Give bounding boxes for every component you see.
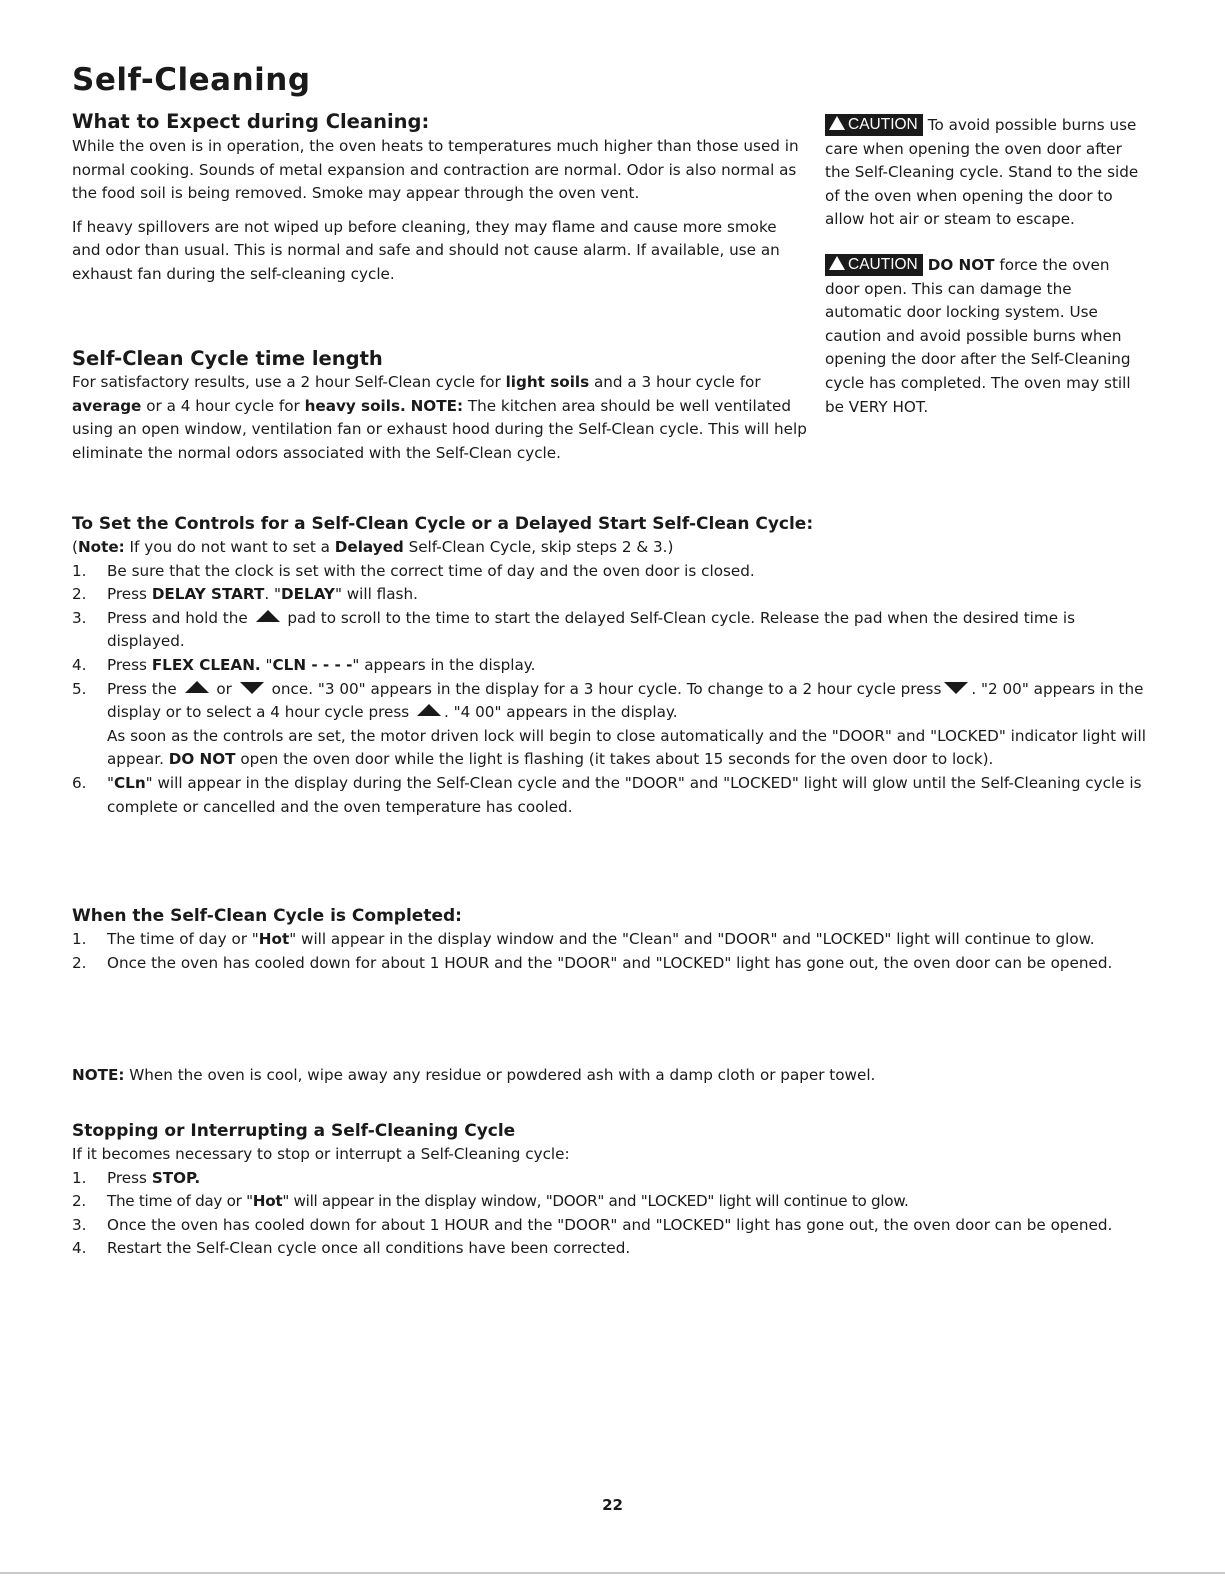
caution-label: CAUTION (848, 116, 918, 133)
caution-badge (825, 114, 923, 136)
text-run: " (107, 773, 114, 792)
bold-run: STOP. (151, 1168, 201, 1187)
step-number: 1. (72, 930, 87, 948)
set-controls-section (72, 514, 1152, 819)
completed-section (72, 906, 1152, 975)
caution-text-1 (825, 114, 1140, 232)
bottom-divider (0, 1572, 1225, 1574)
bold-run: CLN - - - - (272, 655, 353, 674)
warning-triangle-icon (829, 116, 845, 130)
caution-column (825, 114, 1140, 419)
caution-block-2 (825, 254, 1140, 419)
bold-run: FLEX CLEAN. (151, 655, 261, 674)
bold-run: DELAY START (151, 585, 265, 604)
text-run: If you do not want to set a (124, 538, 335, 556)
bold-run: DO NOT (168, 750, 236, 769)
step-number: 3. (72, 608, 87, 627)
expect-paragraph-2: If heavy spillovers are not wiped up before cleaning, they may flame and cause more smoke and odor than usual. This is normal and safe and should not cause alarm. If available, use an exhaust fan during the self-cleaning cycle. (72, 217, 780, 283)
down-arrow-icon (240, 682, 264, 694)
text-run: Once the oven has cooled down for about 1 HOUR and the "DOOR" and "LOCKED" light has gone out, the oven door can be opened. (107, 953, 1113, 972)
text-run: To avoid possible burns use care when opening the oven door after the Self-Cleaning cycle. Stand to the side of the oven when opening the door to allow hot air or steam to escape. (825, 116, 1139, 229)
page-number: 22 (602, 1496, 623, 1514)
bold-run: light soils (505, 373, 590, 391)
caution-block-1 (825, 114, 1140, 232)
cycle-length-section (72, 347, 807, 465)
text-run: " will appear in the display window, "DOOR" and "LOCKED" light will continue to glow. (282, 1192, 909, 1211)
step-number: 2. (72, 585, 87, 604)
text-run: Self-Clean Cycle, skip steps 2 & 3.) (403, 538, 674, 556)
step-number: 6. (72, 773, 87, 792)
step-number: 2. (72, 1192, 86, 1211)
list-item (72, 607, 1152, 654)
caution-label: CAUTION (848, 255, 918, 273)
expect-heading: What to Expect during Cleaning: (72, 110, 430, 133)
text-run: . " (264, 585, 281, 604)
cycle-length-heading: Self-Clean Cycle time length (72, 347, 383, 370)
up-arrow-icon (256, 610, 280, 622)
text-run: Once the oven has cooled down for about 1 HOUR and the "DOOR" and "LOCKED" light has gone out, the oven door can be opened. (107, 1215, 1113, 1234)
text-run: Press (107, 655, 152, 674)
list-item (72, 583, 1152, 607)
text-run: " (260, 655, 273, 674)
text-run: " will appear in the display window and the "Clean" and "DOOR" and "LOCKED" light will continue to glow. (289, 930, 1095, 948)
list-item (72, 560, 1152, 584)
step-number: 3. (72, 1215, 87, 1234)
text-run: Press the (107, 679, 182, 698)
list-item (72, 1214, 1152, 1238)
text-run: . "2 00" appears in the display or to select a 4 hour cycle press (107, 679, 1144, 722)
set-controls-steps (72, 560, 1152, 820)
set-controls-note (72, 536, 1152, 560)
step-number: 1. (72, 561, 87, 580)
bold-run: NOTE: (410, 396, 464, 415)
bold-run: average (72, 396, 142, 415)
list-item (72, 1167, 1152, 1191)
text-run: or (211, 679, 237, 698)
list-item (72, 1190, 1152, 1214)
bold-run: Hot (252, 1192, 283, 1211)
text-run: The time of day or " (107, 1192, 253, 1211)
text-run: Press (107, 1168, 152, 1187)
caution-badge (825, 254, 923, 276)
list-item (72, 654, 1152, 678)
cycle-length-paragraph (72, 371, 807, 465)
text-run: Be sure that the clock is set with the correct time of day and the oven door is closed. (107, 561, 755, 580)
text-run: " appears in the display. (352, 655, 536, 674)
stopping-heading: Stopping or Interrupting a Self-Cleaning Cycle (72, 1121, 516, 1141)
text-run: open the oven door while the light is flashing (it takes about 15 seconds for the oven door to lock). (235, 750, 994, 769)
list-item (72, 928, 1152, 952)
stopping-steps (72, 1167, 1152, 1261)
text-run: For satisfactory results, use a 2 hour Self-Clean cycle for (72, 373, 506, 391)
text-run: pad to scroll to the time to start the delayed Self-Clean cycle. Release the pad when the desired time is displayed. (107, 608, 1075, 651)
warning-triangle-icon (829, 256, 845, 270)
down-arrow-icon (944, 682, 968, 694)
caution-text-2 (825, 254, 1140, 419)
up-arrow-icon (417, 704, 441, 716)
up-arrow-icon (185, 681, 209, 693)
list-item (72, 678, 1152, 772)
step-number: 4. (72, 1239, 87, 1258)
text-run: and a 3 hour cycle for (589, 373, 761, 391)
bold-run: NOTE: (72, 1066, 125, 1084)
stopping-section (72, 1121, 1152, 1261)
text-run: As soon as the controls are set, the motor driven lock will begin to close automatically and the "DOOR" and "LOCKED" indicator light will appear. (107, 726, 1146, 769)
completed-steps (72, 928, 1152, 975)
bold-run: heavy soils. (304, 396, 406, 415)
text-run: When the oven is cool, wipe away any residue or powdered ash with a damp cloth or paper towel. (124, 1066, 876, 1084)
set-controls-heading: To Set the Controls for a Self-Clean Cycle or a Delayed Start Self-Clean Cycle: (72, 514, 814, 534)
step-number: 1. (72, 1168, 87, 1187)
text-run: . "4 00" appears in the display. (444, 703, 678, 722)
list-item (72, 952, 1152, 976)
step-number: 4. (72, 655, 87, 674)
text-run: ( (72, 538, 78, 556)
cleanup-note (72, 1064, 1152, 1088)
bold-run: CLn (114, 773, 146, 792)
text-run: " will flash. (334, 585, 418, 604)
bold-run: Note: (77, 538, 125, 556)
expect-section (72, 110, 807, 287)
text-run: " will appear in the display during the Self-Clean cycle and the "DOOR" and "LOCKED" light will glow until the Self-Cleaning cycle is complete or cancelled and the oven temperature has cooled. (107, 773, 1142, 816)
text-run: force the oven door open. This can damage the automatic door locking system. Use caution and avoid possible burns when opening the door after the Self-Cleaning cycle has completed. The oven may still be VERY HOT. (825, 255, 1131, 416)
list-item (72, 1237, 1152, 1261)
text-run: once. "3 00" appears in the display for a 3 hour cycle. To change to a 2 hour cycle press (266, 679, 942, 698)
text-run: or a 4 hour cycle for (141, 396, 305, 415)
bold-run: Delayed (334, 538, 404, 556)
stopping-intro: If it becomes necessary to stop or interrupt a Self-Cleaning cycle: (72, 1145, 570, 1163)
step-number: 2. (72, 953, 87, 972)
text-run: Restart the Self-Clean cycle once all conditions have been corrected. (107, 1239, 631, 1258)
text-run: Press (107, 585, 152, 604)
text-run: The kitchen area should be well ventilated using an open window, ventilation fan or exhaust hood during the Self-Clean cycle. This will help eliminate the normal odors associated with the Self-Clean cycle. (72, 396, 807, 462)
bold-run: DO NOT (927, 255, 995, 274)
expect-paragraph-1: While the oven is in operation, the oven heats to temperatures much higher than those used in normal cooking. Sounds of metal expansion and contraction are normal. Odor is also normal as the food soil is being removed. Smoke may appear through the oven vent. (72, 137, 799, 203)
bold-run: Hot (258, 930, 290, 948)
completed-heading: When the Self-Clean Cycle is Completed: (72, 906, 462, 926)
text-run: The time of day or " (107, 930, 259, 948)
list-item (72, 772, 1152, 819)
page-title: Self-Cleaning (72, 62, 311, 98)
text-run: Press and hold the (107, 608, 253, 627)
step-number: 5. (72, 679, 87, 698)
bold-run: DELAY (280, 585, 335, 604)
